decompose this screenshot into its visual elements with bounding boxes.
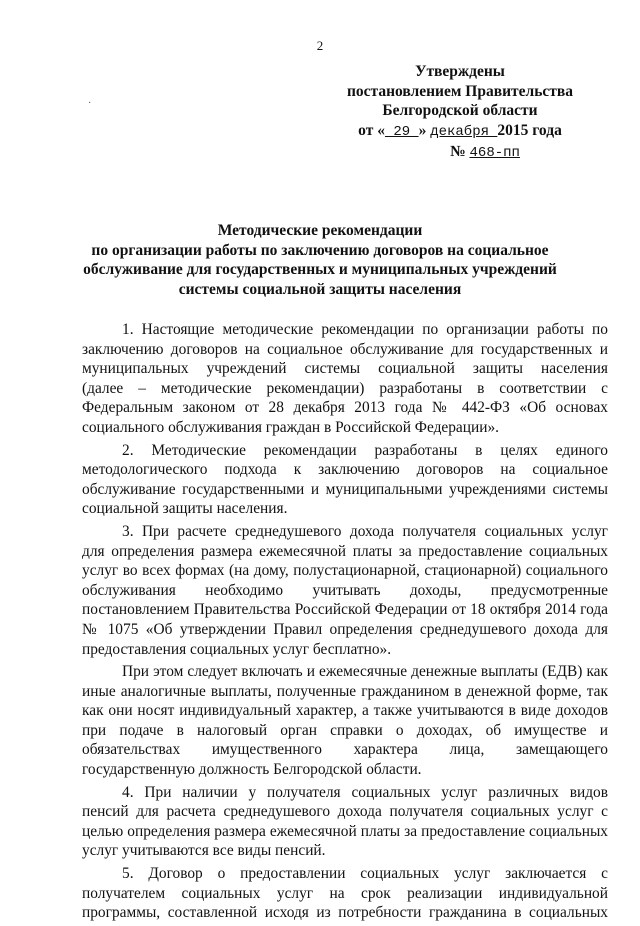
approval-line-2: постановлением Правительства [346, 82, 574, 100]
paragraph-line: Федеральным законом от 28 декабря 2013 года № 442-ФЗ «Об основах [82, 399, 608, 417]
paragraph-line: предоставления социальных услуг бесплатно». [82, 640, 392, 658]
paragraph-line: 3. При расчете среднедушевого дохода получателя социальных услуг [122, 522, 608, 540]
paragraph-line: как они носят индивидуальный характер, а также учитываются в виде доходов [82, 702, 608, 720]
paragraph-line: (далее – методические рекомендации) разработаны в соответствии с [82, 379, 608, 397]
paragraph-line: для определения размера ежемесячной платы за предоставление социальных [82, 542, 608, 560]
paragraph-line: получателем социальных услуг на срок реализации индивидуальной [82, 884, 608, 902]
paragraph-line: обязательствах имущественного характера лица, замещающего [82, 741, 608, 759]
paragraph [82, 864, 608, 923]
approval-line-3: Белгородской области [382, 102, 538, 119]
paragraph-line: услуг учитываются все виды пенсий. [82, 842, 326, 860]
paragraph-line: услуг во всех формах (на дому, полустационарной, стационарной) социального [82, 562, 608, 580]
paragraph-line: социального обслуживания граждан в Российской Федерации». [82, 418, 500, 436]
paragraph [82, 662, 608, 780]
paragraph-line: обслуживания необходимо учитывать доходы, предусмотренные [82, 581, 608, 599]
approval-number [330, 142, 590, 164]
paragraph-line: 4. При наличии у получателя социальных услуг различных видов [122, 783, 608, 801]
date-prefix: от « [358, 121, 385, 139]
title-line-3: обслуживание для государственных и муниципальных учреждений [83, 261, 557, 278]
paragraph-line: социальной защиты населения. [82, 500, 288, 518]
title-line-4: системы социальной защиты населения [178, 280, 462, 298]
date-month: декабря [430, 123, 498, 140]
paragraph-line: 1. Настоящие методические рекомендации по организации работы по [122, 321, 608, 338]
paragraph [82, 320, 608, 438]
document-title [60, 221, 580, 299]
paragraph-line: программы, составленной исходя из потребности гражданина в социальных [82, 904, 608, 922]
paragraph-line: № 1075 «Об утверждении Правил определения среднедушевого дохода для [82, 620, 608, 638]
stray-mark: · [88, 98, 92, 109]
paragraph-line: заключению договоров на социальное обслуживание для государственных и [82, 340, 608, 358]
number-value: 468-пп [469, 145, 520, 161]
paragraph-line: постановлением Правительства Российской Федерации от 18 октября 2014 года [82, 601, 608, 619]
date-mid: » [418, 121, 431, 139]
approval-block [330, 62, 590, 164]
paragraph-line: государственную должность Белгородской области. [82, 761, 422, 779]
paragraph-line: целью определения размера ежемесячной платы за предоставление социальных [82, 822, 608, 840]
approval-line-1: Утверждены [415, 63, 505, 80]
paragraph [82, 783, 608, 861]
document-body [82, 320, 608, 926]
paragraph-line: муниципальных учреждений системы социальной защиты населения [82, 360, 608, 378]
paragraph-line: При этом следует включать и ежемесячные денежные выплаты (ЕДВ) как [122, 663, 608, 681]
title-line-1: Методические рекомендации [217, 222, 423, 239]
paragraph [82, 441, 608, 519]
paragraph-line: 5. Договор о предоставлении социальных услуг заключается с [122, 865, 608, 883]
paragraph-line: 2. Методические рекомендации разработаны в целях единого [122, 441, 608, 459]
number-prefix: № [450, 143, 470, 160]
paragraph-line: иные аналогичные выплаты, полученные гражданином в денежной форме, так [82, 682, 608, 700]
paragraph-line: пенсий для расчета среднедушевого дохода получателя социальных услуг с [82, 803, 608, 821]
paragraph [82, 522, 608, 659]
paragraph-line: обслуживание государственными и муниципальными учреждениями системы [82, 480, 608, 498]
title-line-2: по организации работы по заключению договоров на социальное [91, 241, 549, 259]
page-number: 2 [316, 38, 324, 53]
paragraph-line: при подаче в налоговый орган справки о доходах, об имуществе и [82, 721, 608, 739]
approval-date [330, 121, 590, 143]
date-day: 29 [384, 123, 419, 140]
date-suffix: 2015 года [497, 121, 562, 139]
paragraph-line: методологического подхода к заключению договоров на социальное [82, 461, 608, 479]
